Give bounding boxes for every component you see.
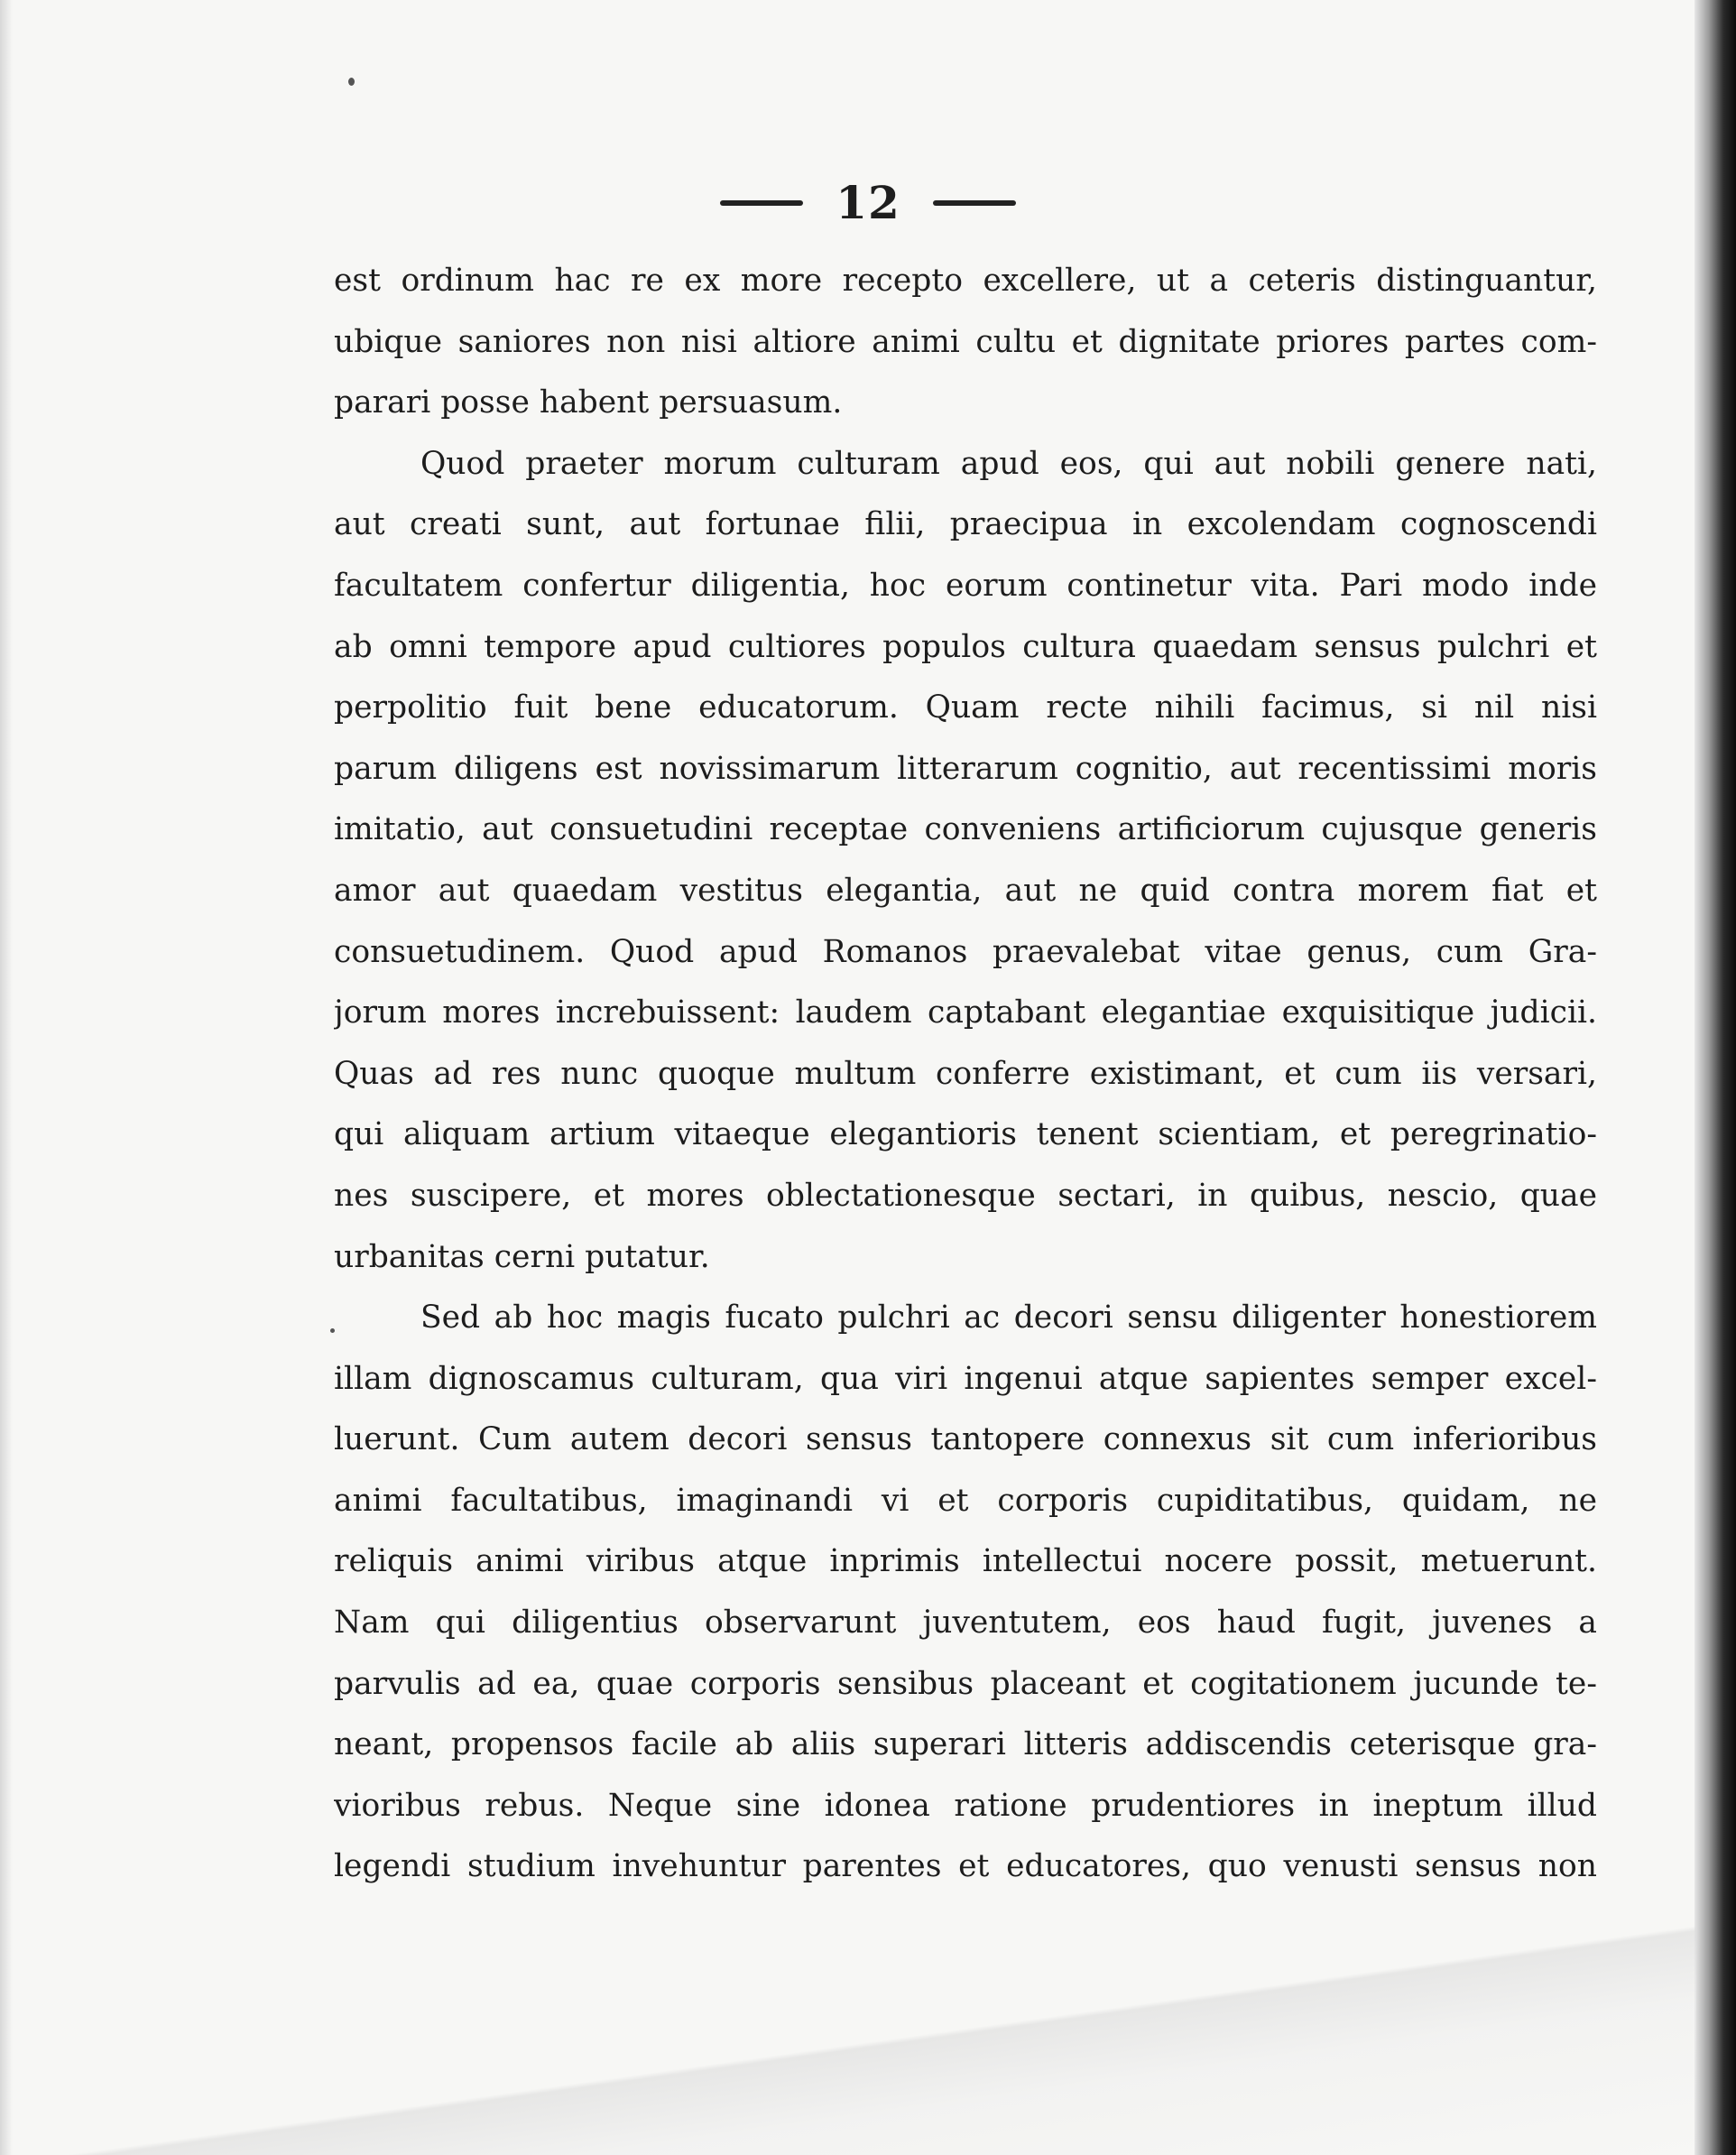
text-line: jorum mores increbuissent: laudem captabant elegantiae exquisitique judicii. <box>334 994 1597 1031</box>
page-header <box>0 176 1736 229</box>
text-line: luerunt. Cum autem decori sensus tantopere connexus sit cum inferioribus <box>334 1421 1597 1458</box>
text-line: qui aliquam artium vitaeque elegantioris tenent scientiam, et peregrinatio- <box>334 1116 1597 1153</box>
text-line: ab omni tempore apud cultiores populos cultura quaedam sensus pulchri et <box>334 628 1597 665</box>
text-line: neant, propensos facile ab aliis superari litteris addiscendis ceterisque gra- <box>334 1726 1597 1763</box>
text-line: urbanitas cerni putatur. <box>334 1238 710 1275</box>
text-line: illam dignoscamus culturam, qua viri ingenui atque sapientes semper excel- <box>334 1360 1597 1397</box>
text-line: nes suscipere, et mores oblectationesque sectari, in quibus, nescio, quae <box>334 1177 1597 1214</box>
page-left-edge <box>0 0 13 2155</box>
text-line: amor aut quaedam vestitus elegantia, aut ne quid contra morem fiat et <box>334 872 1597 909</box>
text-line: Quas ad res nunc quoque multum conferre existimant, et cum iis versari, <box>334 1055 1597 1092</box>
text-line: Sed ab hoc magis fucato pulchri ac decori sensu diligenter honestiorem <box>420 1299 1597 1336</box>
text-line: Quod praeter morum culturam apud eos, qui aut nobili genere nati, <box>420 445 1597 482</box>
ink-speck <box>348 78 355 86</box>
text-line: parum diligens est novissimarum litterarum cognitio, aut recentissimi moris <box>334 750 1597 787</box>
text-line: imitatio, aut consuetudini receptae conveniens artificiorum cujusque generis <box>334 811 1597 848</box>
text-line: parari posse habent persuasum. <box>334 384 843 421</box>
text-line: ubique saniores non nisi altiore animi cultu et dignitate priores partes com- <box>334 323 1597 360</box>
text-line: legendi studium invehuntur parentes et educatores, quo venusti sensus non <box>334 1848 1597 1885</box>
text-line: consuetudinem. Quod apud Romanos praevalebat vitae genus, cum Gra- <box>334 933 1597 970</box>
page-number: 12 <box>836 176 900 229</box>
header-dash-left <box>720 200 803 206</box>
text-line: facultatem confertur diligentia, hoc eorum continetur vita. Pari modo inde <box>334 567 1597 604</box>
text-line: vioribus rebus. Neque sine idonea ratione prudentiores in ineptum illud <box>334 1787 1597 1824</box>
body-text <box>334 251 1597 1898</box>
binding-edge <box>1694 0 1736 2155</box>
text-line: perpolitio fuit bene educatorum. Quam recte nihili facimus, si nil nisi <box>334 689 1597 726</box>
page-fold-shadow <box>0 1884 1696 2155</box>
header-dash-right <box>933 200 1016 206</box>
text-line: Nam qui diligentius observarunt juventutem, eos haud fugit, juvenes a <box>334 1605 1597 1642</box>
text-line: est ordinum hac re ex more recepto excellere, ut a ceteris distinguantur, <box>334 263 1597 299</box>
text-line: animi facultatibus, imaginandi vi et corporis cupiditatibus, quidam, ne <box>334 1482 1597 1519</box>
text-line: aut creati sunt, aut fortunae filii, praecipua in excolendam cognoscendi <box>334 506 1597 543</box>
text-line: reliquis animi viribus atque inprimis intellectui nocere possit, metuerunt. <box>334 1543 1597 1580</box>
text-line: parvulis ad ea, quae corporis sensibus placeant et cogitationem jucunde te- <box>334 1665 1597 1702</box>
